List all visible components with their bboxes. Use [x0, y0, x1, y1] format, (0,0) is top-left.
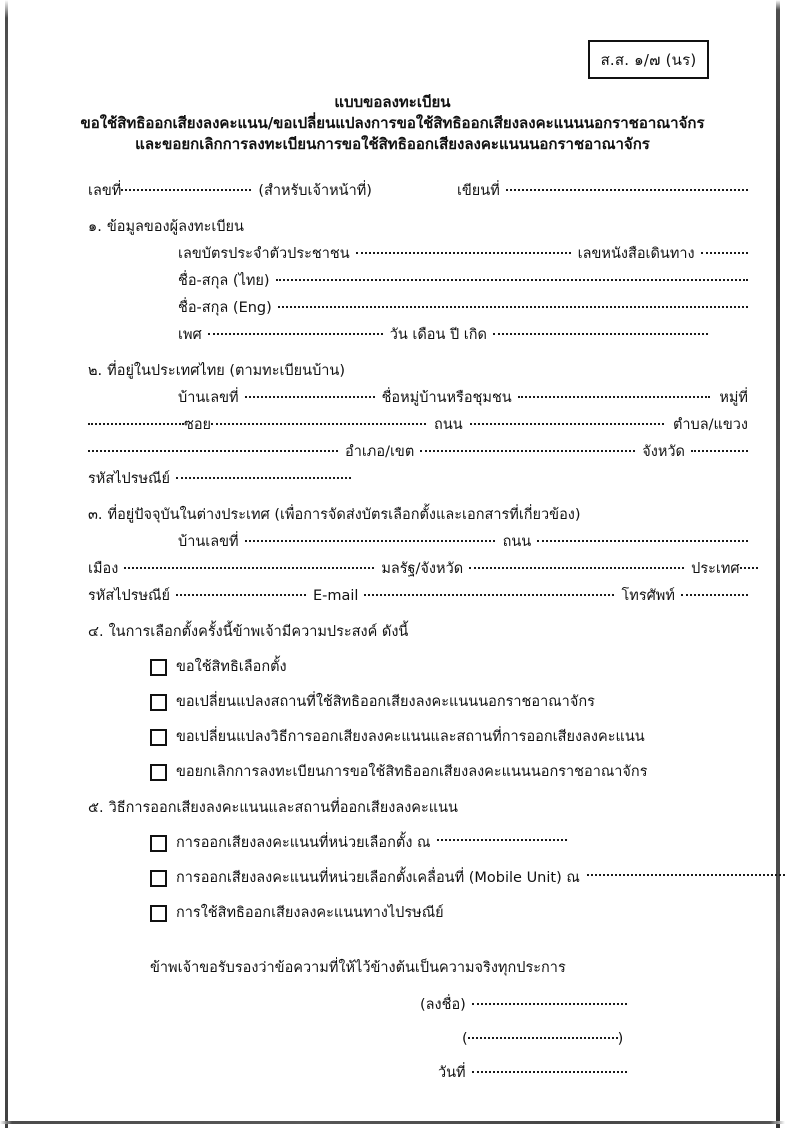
- dob-field[interactable]: [493, 332, 708, 335]
- field-row-sex-dob: [88, 322, 748, 349]
- header-row: [88, 178, 748, 205]
- section-5-heading: [88, 795, 748, 822]
- postcode-field-th[interactable]: [176, 476, 351, 479]
- province-label-th: จังหวัด: [642, 444, 685, 460]
- tambon-field[interactable]: [88, 449, 338, 452]
- section-2-title: ที่อยู่ในประเทศไทย (ตามทะเบียนบ้าน): [107, 363, 345, 379]
- checkbox-row-request-vote[interactable]: [88, 654, 748, 681]
- postcode-label-abroad: รหัสไปรษณีย์: [88, 588, 170, 604]
- sex-label: เพศ: [178, 327, 202, 343]
- checkbox-row-postal-vote[interactable]: [88, 900, 748, 927]
- section-3-title: ที่อยู่ปัจจุบันในต่างประเทศ (เพื่อการจัดส่งบัตรเลือกตั้งและเอกสารที่เกี่ยวข้อง): [107, 507, 581, 523]
- field-row-soi-road-tambon: [88, 412, 748, 439]
- village-field[interactable]: [518, 395, 711, 398]
- checkbox-row-change-location[interactable]: [88, 689, 748, 716]
- passport-field[interactable]: [701, 251, 748, 254]
- soi-label: ซอย: [184, 417, 212, 433]
- checkbox-icon-postal-vote[interactable]: [150, 905, 167, 922]
- section-5-title: วิธีการออกเสียงลงคะแนนและสถานที่ออกเสียงลงคะแนน: [108, 800, 458, 816]
- field-row-name-eng: [88, 295, 748, 322]
- printed-name-field[interactable]: [468, 1036, 618, 1039]
- section-1-title: ข้อมูลของผู้ลงทะเบียน: [106, 219, 244, 235]
- state-label: มลรัฐ/จังหวัด: [381, 561, 464, 577]
- phone-label: โทรศัพท์: [621, 588, 675, 604]
- paren-close: ): [617, 1031, 624, 1047]
- checkbox-row-change-method[interactable]: [88, 724, 748, 751]
- official-use-note: (สำหรับเจ้าหน้าที่): [258, 183, 372, 199]
- section-2-heading: [88, 358, 748, 385]
- checkbox-label-change-location: ขอเปลี่ยนแปลงสถานที่ใช้สิทธิออกเสียงลงคะแนนนอกราชอาณาจักร: [176, 694, 595, 710]
- printed-name-row: [420, 1026, 748, 1053]
- field-row-name-thai: [88, 268, 748, 295]
- city-label: เมือง: [88, 561, 119, 577]
- road-field-abroad[interactable]: [537, 539, 748, 542]
- road-label-th: ถนน: [434, 417, 463, 433]
- sex-field[interactable]: [208, 332, 383, 335]
- section-2-number: ๒.: [88, 363, 103, 379]
- section-3-number: ๓.: [88, 507, 103, 523]
- certification-statement: ข้าพเจ้าขอรับรองว่าข้อความที่ให้ไว้ข้างต้นเป็นความจริงทุกประการ: [150, 960, 566, 976]
- checkbox-row-polling-station[interactable]: [88, 830, 748, 857]
- scan-artifact-left-edge: [5, 0, 8, 1128]
- soi-field[interactable]: [211, 422, 426, 425]
- signature-label: (ลงชื่อ): [420, 997, 466, 1013]
- passport-label: เลขหนังสือเดินทาง: [577, 246, 695, 262]
- house-no-field-th[interactable]: [245, 395, 375, 398]
- checkbox-label-polling-station: การออกเสียงลงคะแนนที่หน่วยเลือกตั้ง ณ: [176, 835, 431, 851]
- name-thai-field[interactable]: [276, 278, 748, 281]
- form-number-label: เลขที่: [88, 183, 122, 199]
- section-4-number: ๔.: [88, 624, 104, 640]
- section-5-number: ๕.: [88, 800, 104, 816]
- road-label-abroad: ถนน: [502, 534, 532, 550]
- form-body: [88, 178, 748, 1087]
- signature-block: [88, 992, 748, 1087]
- id-card-field[interactable]: [356, 251, 571, 254]
- checkbox-icon-polling-station[interactable]: [150, 835, 167, 852]
- email-label: E-mail: [313, 588, 359, 604]
- checkbox-label-mobile-unit: การออกเสียงลงคะแนนที่หน่วยเลือกตั้งเคลื่อนที่ (Mobile Unit) ณ: [176, 870, 580, 886]
- checkbox-label-cancel-registration: ขอยกเลิกการลงทะเบียนการขอใช้สิทธิออกเสียงลงคะแนนนอกราชอาณาจักร: [176, 764, 648, 780]
- signature-field[interactable]: [472, 1002, 627, 1005]
- field-row-house-village: [88, 385, 748, 412]
- signature-row: [420, 992, 748, 1019]
- name-thai-label: ชื่อ-สกุล (ไทย): [178, 273, 270, 289]
- field-row-id-passport: [88, 241, 748, 268]
- page-title: แบบขอลงทะเบียน: [334, 93, 451, 111]
- section-4-heading: [88, 619, 748, 646]
- checkbox-icon-change-method[interactable]: [150, 729, 167, 746]
- house-no-field-abroad[interactable]: [245, 539, 495, 542]
- polling-station-field[interactable]: [437, 838, 567, 841]
- written-at-field[interactable]: [506, 188, 748, 191]
- country-label: ประเทศ: [691, 561, 740, 577]
- checkbox-label-postal-vote: การใช้สิทธิออกเสียงลงคะแนนทางไปรษณีย์: [176, 905, 444, 921]
- phone-field[interactable]: [681, 593, 748, 596]
- postcode-field-abroad[interactable]: [176, 593, 306, 596]
- date-field[interactable]: [472, 1070, 627, 1073]
- country-field[interactable]: [740, 566, 758, 569]
- checkbox-label-request-vote: ขอใช้สิทธิเลือกตั้ง: [176, 659, 287, 675]
- amphoe-field[interactable]: [420, 449, 635, 452]
- written-at-label: เขียนที่: [456, 183, 500, 199]
- checkbox-icon-cancel-registration[interactable]: [150, 764, 167, 781]
- village-label: ชื่อหมู่บ้านหรือชุมชน: [381, 390, 512, 406]
- page-subtitle-1: ขอใช้สิทธิออกเสียงลงคะแนน/ขอเปลี่ยนแปลงการขอใช้สิทธิออกเสียงลงคะแนนนอกราชอาณาจักร: [80, 114, 705, 132]
- checkbox-icon-mobile-unit[interactable]: [150, 870, 167, 887]
- amphoe-label: อำเภอ/เขต: [345, 444, 415, 460]
- form-code-box: [588, 40, 709, 79]
- province-field-th[interactable]: [691, 449, 748, 452]
- section-1-number: ๑.: [88, 219, 102, 235]
- tambon-label: ตำบล/แขวง: [672, 417, 748, 433]
- dob-label: วัน เดือน ปี เกิด: [389, 327, 487, 343]
- scan-artifact-right-edge: [776, 0, 780, 1128]
- field-row-city-state-country: [88, 556, 748, 583]
- field-row-postcode-th: [88, 466, 748, 493]
- section-1-heading: [88, 214, 748, 241]
- postcode-label-th: รหัสไปรษณีย์: [88, 471, 170, 487]
- date-row: [420, 1060, 748, 1087]
- form-code-text: ส.ส. ๑/๗ (นร): [600, 50, 697, 69]
- checkbox-label-change-method: ขอเปลี่ยนแปลงวิธีการออกเสียงลงคะแนนและสถานที่การออกเสียงลงคะแนน: [176, 729, 645, 745]
- name-eng-field[interactable]: [278, 305, 748, 308]
- section-3-heading: [88, 502, 748, 529]
- form-number-field[interactable]: [121, 188, 251, 191]
- checkbox-icon-request-vote[interactable]: [150, 659, 167, 676]
- house-no-label-abroad: บ้านเลขที่: [178, 534, 239, 550]
- scan-artifact-bottom-edge: [0, 1121, 785, 1124]
- document-title-block: [0, 92, 785, 155]
- field-row-house-road-abroad: [88, 529, 748, 556]
- moo-field[interactable]: [88, 422, 184, 425]
- date-label: วันที่: [438, 1065, 466, 1081]
- state-field[interactable]: [469, 566, 684, 569]
- checkbox-row-mobile-unit[interactable]: [88, 865, 748, 892]
- city-field[interactable]: [124, 566, 374, 569]
- road-field-th[interactable]: [470, 422, 664, 425]
- id-card-label: เลขบัตรประจำตัวประชาชน: [178, 246, 350, 262]
- paren-open: (: [462, 1031, 468, 1047]
- checkbox-row-cancel-registration[interactable]: [88, 759, 748, 786]
- name-eng-label: ชื่อ-สกุล (Eng): [178, 300, 272, 316]
- field-row-postcode-email-phone: [88, 583, 748, 610]
- email-field[interactable]: [364, 593, 614, 596]
- section-4-title: ในการเลือกตั้งครั้งนี้ข้าพเจ้ามีความประสงค์ ดังนี้: [108, 624, 409, 640]
- mobile-unit-field[interactable]: [587, 873, 785, 876]
- moo-label: หมู่ที่: [719, 390, 748, 406]
- page-subtitle-2: และขอยกเลิกการลงทะเบียนการขอใช้สิทธิออกเสียงลงคะแนนนอกราชอาณาจักร: [135, 135, 650, 153]
- checkbox-icon-change-location[interactable]: [150, 694, 167, 711]
- field-row-amphoe-province: [88, 439, 748, 466]
- house-no-label-th: บ้านเลขที่: [178, 390, 239, 406]
